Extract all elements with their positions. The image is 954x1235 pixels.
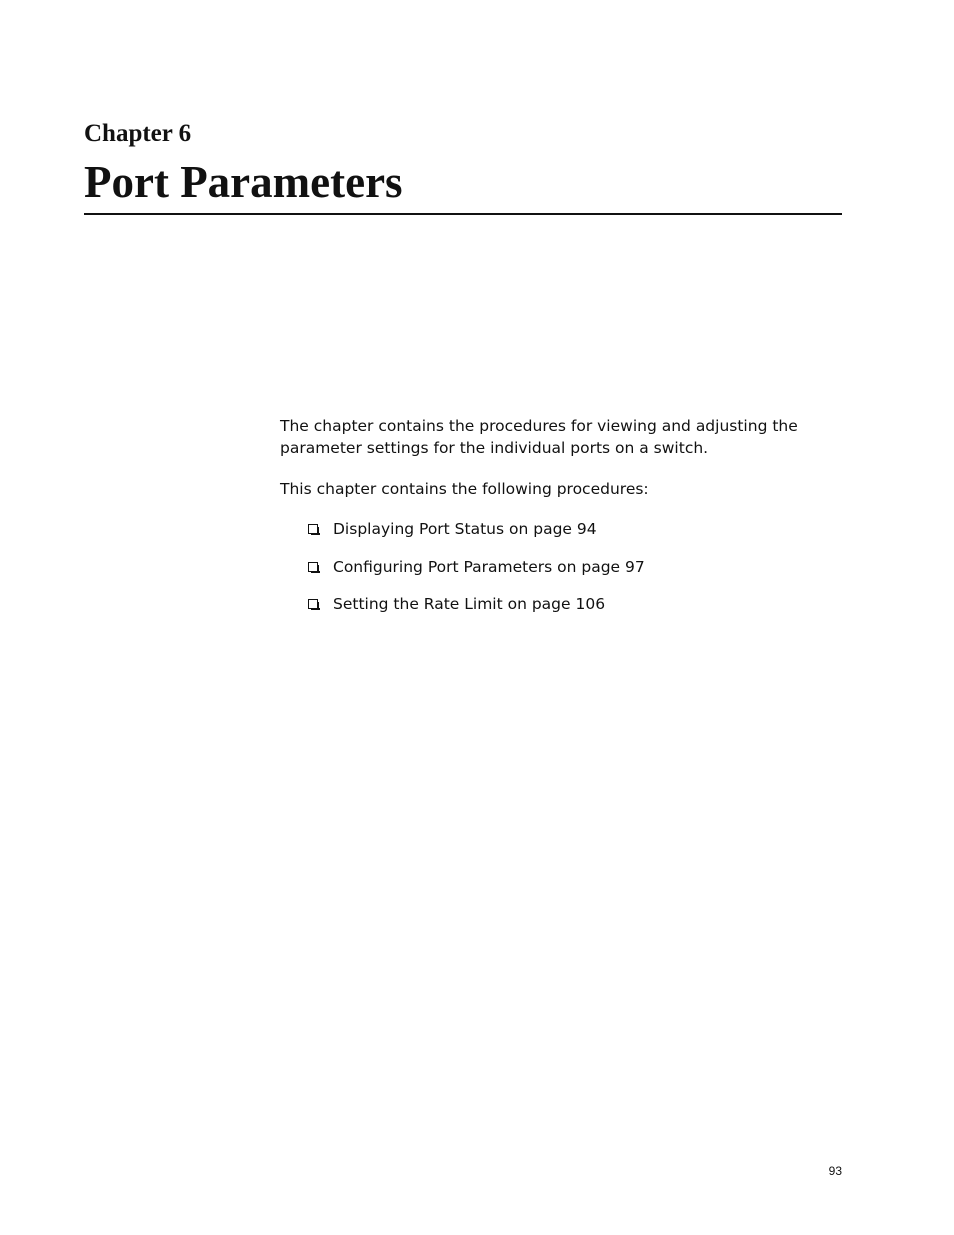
title-rule — [84, 213, 842, 215]
chapter-label: Chapter 6 — [84, 120, 192, 147]
procedure-link-port-parameters[interactable]: Configuring Port Parameters on page 97 — [333, 557, 645, 576]
procedure-item-rate-limit — [308, 593, 645, 631]
procedure-list — [308, 518, 645, 631]
chapter-title: Port Parameters — [84, 157, 403, 207]
procedure-item-port-status — [308, 518, 645, 556]
checkbox-icon — [308, 562, 318, 572]
procedure-item-port-parameters — [308, 556, 645, 594]
intro-paragraph: The chapter contains the procedures for viewing and adjusting the parameter settings for the individual ports on a switch. — [280, 417, 798, 457]
procedure-link-rate-limit[interactable]: Setting the Rate Limit on page 106 — [333, 595, 606, 613]
checkbox-icon — [308, 524, 318, 534]
page-number: 93 — [828, 1164, 842, 1178]
checkbox-icon — [308, 599, 318, 609]
procedure-link-port-status[interactable]: Displaying Port Status on page 94 — [333, 520, 597, 538]
procedures-lead: This chapter contains the following procedures: — [280, 480, 649, 498]
